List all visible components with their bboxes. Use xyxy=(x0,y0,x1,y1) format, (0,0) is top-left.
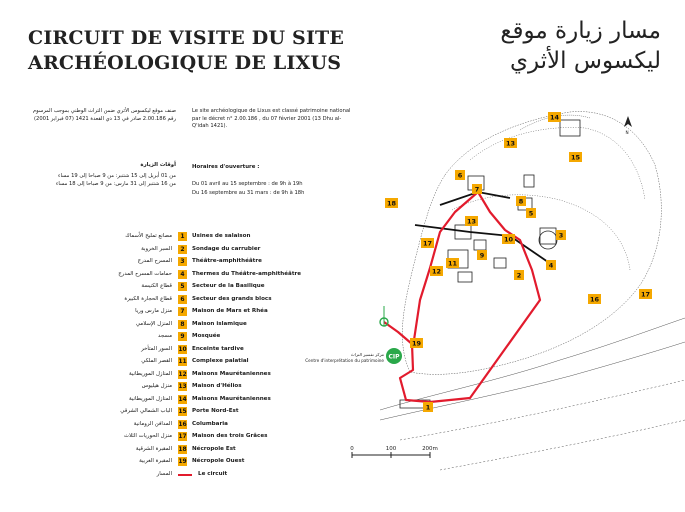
legend-fr: Enceinte tardive xyxy=(192,345,244,352)
legend-number-badge: 3 xyxy=(178,257,187,266)
map-marker xyxy=(410,338,423,348)
svg-text:17: 17 xyxy=(422,239,433,248)
hours-ar-line2: من 16 شتنبر إلى 31 مارس: من 9 صباحا إلى 18 مساء xyxy=(55,181,176,187)
legend-fr: Porte Nord-Est xyxy=(192,408,239,414)
cip-caption-ar: مركز تفسير التراث xyxy=(350,352,384,357)
map-marker xyxy=(455,170,465,180)
legend-ar: المنازل الموريطانية xyxy=(129,395,172,402)
svg-text:10: 10 xyxy=(503,235,514,244)
svg-text:18: 18 xyxy=(386,199,397,208)
svg-text:6: 6 xyxy=(457,171,463,180)
legend-number-badge: 9 xyxy=(178,332,187,341)
map-marker xyxy=(423,402,433,412)
map-marker xyxy=(502,234,515,244)
legend-fr: Le circuit xyxy=(198,470,228,477)
legend-ar: السبر الخروبة xyxy=(141,245,172,252)
circuit-route xyxy=(384,192,540,402)
map-marker xyxy=(421,238,434,248)
legend-fr: Maison des trois Grâces xyxy=(192,433,268,439)
map-marker xyxy=(546,260,556,270)
svg-text:9: 9 xyxy=(479,251,485,260)
legend-ar: منزل مارس وريا xyxy=(135,308,172,314)
legend-number-badge: 16 xyxy=(178,420,187,428)
map-marker xyxy=(465,216,478,226)
legend-number-badge: 2 xyxy=(178,245,187,254)
svg-text:3: 3 xyxy=(558,231,564,240)
svg-text:4: 4 xyxy=(548,261,554,270)
legend-fr: Thermes du Théâtre-amphithéâtre xyxy=(192,270,302,277)
svg-text:7: 7 xyxy=(474,185,480,194)
map-marker xyxy=(639,289,652,299)
intro-french: Le site archéologique de Lixus est classé patrimoine national par le décret n° 2.00.186 , du 07 février 2001 (13 Dhu al-Q'idah 1421). xyxy=(192,108,351,129)
svg-text:13: 13 xyxy=(466,217,477,226)
legend-fr: Secteur de la Basilique xyxy=(192,283,265,289)
legend-number-badge: 4 xyxy=(178,270,187,279)
legend-number-badge: 6 xyxy=(178,295,187,304)
legend-ar: المنازل الموريطانية xyxy=(129,370,172,377)
map-marker xyxy=(526,208,536,218)
title-ar-line1: مسار زيارة موقع xyxy=(500,18,661,44)
svg-text:1: 1 xyxy=(425,403,431,412)
svg-text:12: 12 xyxy=(431,267,442,276)
svg-text:19: 19 xyxy=(411,339,422,348)
svg-text:5: 5 xyxy=(528,209,534,218)
legend-fr: Sondage du carrubier xyxy=(192,245,261,252)
scale-bar xyxy=(350,446,438,458)
hours-fr-line1: Du 01 avril au 15 septembre : de 9h à 19h xyxy=(192,181,303,187)
legend-ar: الباب الشمالي الشرقي xyxy=(120,408,172,414)
legend-number-badge: 18 xyxy=(178,445,187,453)
cip-label: CIP xyxy=(388,353,400,361)
svg-text:14: 14 xyxy=(549,113,560,122)
legend-number-badge: 17 xyxy=(178,433,187,440)
legend-number-badge: 10 xyxy=(178,345,187,353)
map-marker xyxy=(514,270,524,280)
legend-fr: Maison de Mars et Rhéa xyxy=(192,308,268,314)
north-arrow xyxy=(624,116,632,135)
cip-marker xyxy=(305,348,402,364)
legend-ar: المقبرة الشرقية xyxy=(135,445,172,452)
legend-fr: Complexe palatial xyxy=(192,358,249,364)
legend-number-badge: 12 xyxy=(178,370,187,378)
title-fr-line1: CIRCUIT DE VISITE DU SITE xyxy=(28,27,345,49)
legend-number-badge: 7 xyxy=(178,307,187,316)
cip-caption-fr: Centre d'interprétation du patrimoine xyxy=(305,358,384,363)
title-ar-line2: ليكسوس الأثري xyxy=(509,48,661,74)
legend-fr: Maison islamique xyxy=(192,320,247,327)
map-marker xyxy=(556,230,566,240)
svg-text:2: 2 xyxy=(516,271,522,280)
legend-fr: Usines de salaison xyxy=(192,233,251,239)
legend-ar: المدافن الرومانية xyxy=(133,420,172,427)
svg-text:13: 13 xyxy=(505,139,516,148)
map-marker xyxy=(430,266,443,276)
map-marker xyxy=(504,138,517,148)
map-marker xyxy=(569,152,582,162)
legend-fr: Maisons Maurétaniennes xyxy=(192,370,271,377)
map-marker xyxy=(472,184,482,194)
legend-ar: حمامات المسرح المدرج xyxy=(118,270,172,277)
legend-fr: Maisons Maurétaniennes xyxy=(192,395,271,402)
legend-number-badge: 14 xyxy=(178,395,187,403)
map-markers xyxy=(385,112,652,412)
intro-arabic: صنف موقع ليكسوس الأثري ضمن التراث الوطني بموجب المرسوم رقم 2.00.186 صادر في 13 ذي القعدة 1421 (07 فبراير 2001) xyxy=(32,108,176,122)
legend-number-badge: 8 xyxy=(178,320,187,329)
legend-ar: مصانع تمليح الأسماك xyxy=(125,233,172,239)
svg-text:11: 11 xyxy=(447,259,458,268)
legend-fr: Nécropole Ouest xyxy=(192,458,245,464)
legend-ar: القصر الملكي xyxy=(141,358,172,364)
legend-number-badge: 5 xyxy=(178,282,187,291)
map-marker xyxy=(548,112,561,122)
legend-number-badge: 15 xyxy=(178,408,187,415)
svg-text:16: 16 xyxy=(589,295,600,304)
legend-ar: المسار xyxy=(156,470,172,477)
legend-fr: Nécropole Est xyxy=(192,445,236,452)
legend-number-badge: 1 xyxy=(178,232,187,241)
legend-number-badge: 13 xyxy=(178,383,187,390)
legend-ar: المنزل الإسلامي xyxy=(135,320,172,327)
scale-mid: 100 xyxy=(385,446,397,452)
legend-ar: منزل الحوريات الثلاث xyxy=(123,433,172,439)
map-marker xyxy=(446,258,459,268)
hours-ar-line1: من 01 أبريل إلى 15 شتنبر: من 9 صباحا إلى 19 مساء xyxy=(58,173,176,179)
legend-ar: قطاع الحجارة الكبيرة xyxy=(124,295,172,302)
svg-text:15: 15 xyxy=(570,153,581,162)
legend-fr: Mosquée xyxy=(192,333,221,339)
legend-fr: Maison d'Hélios xyxy=(192,383,242,389)
map-marker xyxy=(385,198,398,208)
scale-end: 200m xyxy=(422,446,438,452)
legend-fr: Columbaria xyxy=(192,420,228,427)
hours-fr-line2: Du 16 septembre au 31 mars : de 9h à 18h xyxy=(192,189,305,196)
legend-ar: المسرح المدرج xyxy=(137,258,172,264)
north-label: N xyxy=(625,130,629,135)
legend-number-badge: 19 xyxy=(178,458,187,465)
legend-number-badge: 11 xyxy=(178,358,187,365)
legend-ar: مسجد xyxy=(157,333,172,339)
legend-ar: قطاع الكنيسة xyxy=(141,283,172,289)
legend-ar: منزل هيليوس xyxy=(141,383,172,389)
map-marker xyxy=(477,250,487,260)
svg-text:8: 8 xyxy=(518,197,524,206)
title-fr-line2: ARCHÉOLOGIQUE DE LIXUS xyxy=(28,52,342,74)
legend-ar: المقبرة الغربية xyxy=(139,458,172,464)
svg-text:17: 17 xyxy=(640,290,651,299)
legend-fr: Théâtre-amphithéâtre xyxy=(192,258,262,264)
map-marker xyxy=(588,294,601,304)
scale-start: 0 xyxy=(350,446,354,452)
map-marker xyxy=(516,196,526,206)
legend-fr: Secteur des grands blocs xyxy=(192,295,272,302)
hours-title-french: Horaires d'ouverture : xyxy=(192,164,260,170)
legend-ar: السور المتأخر xyxy=(141,345,172,352)
hours-title-arabic: أوقات الزيارة xyxy=(140,162,176,168)
